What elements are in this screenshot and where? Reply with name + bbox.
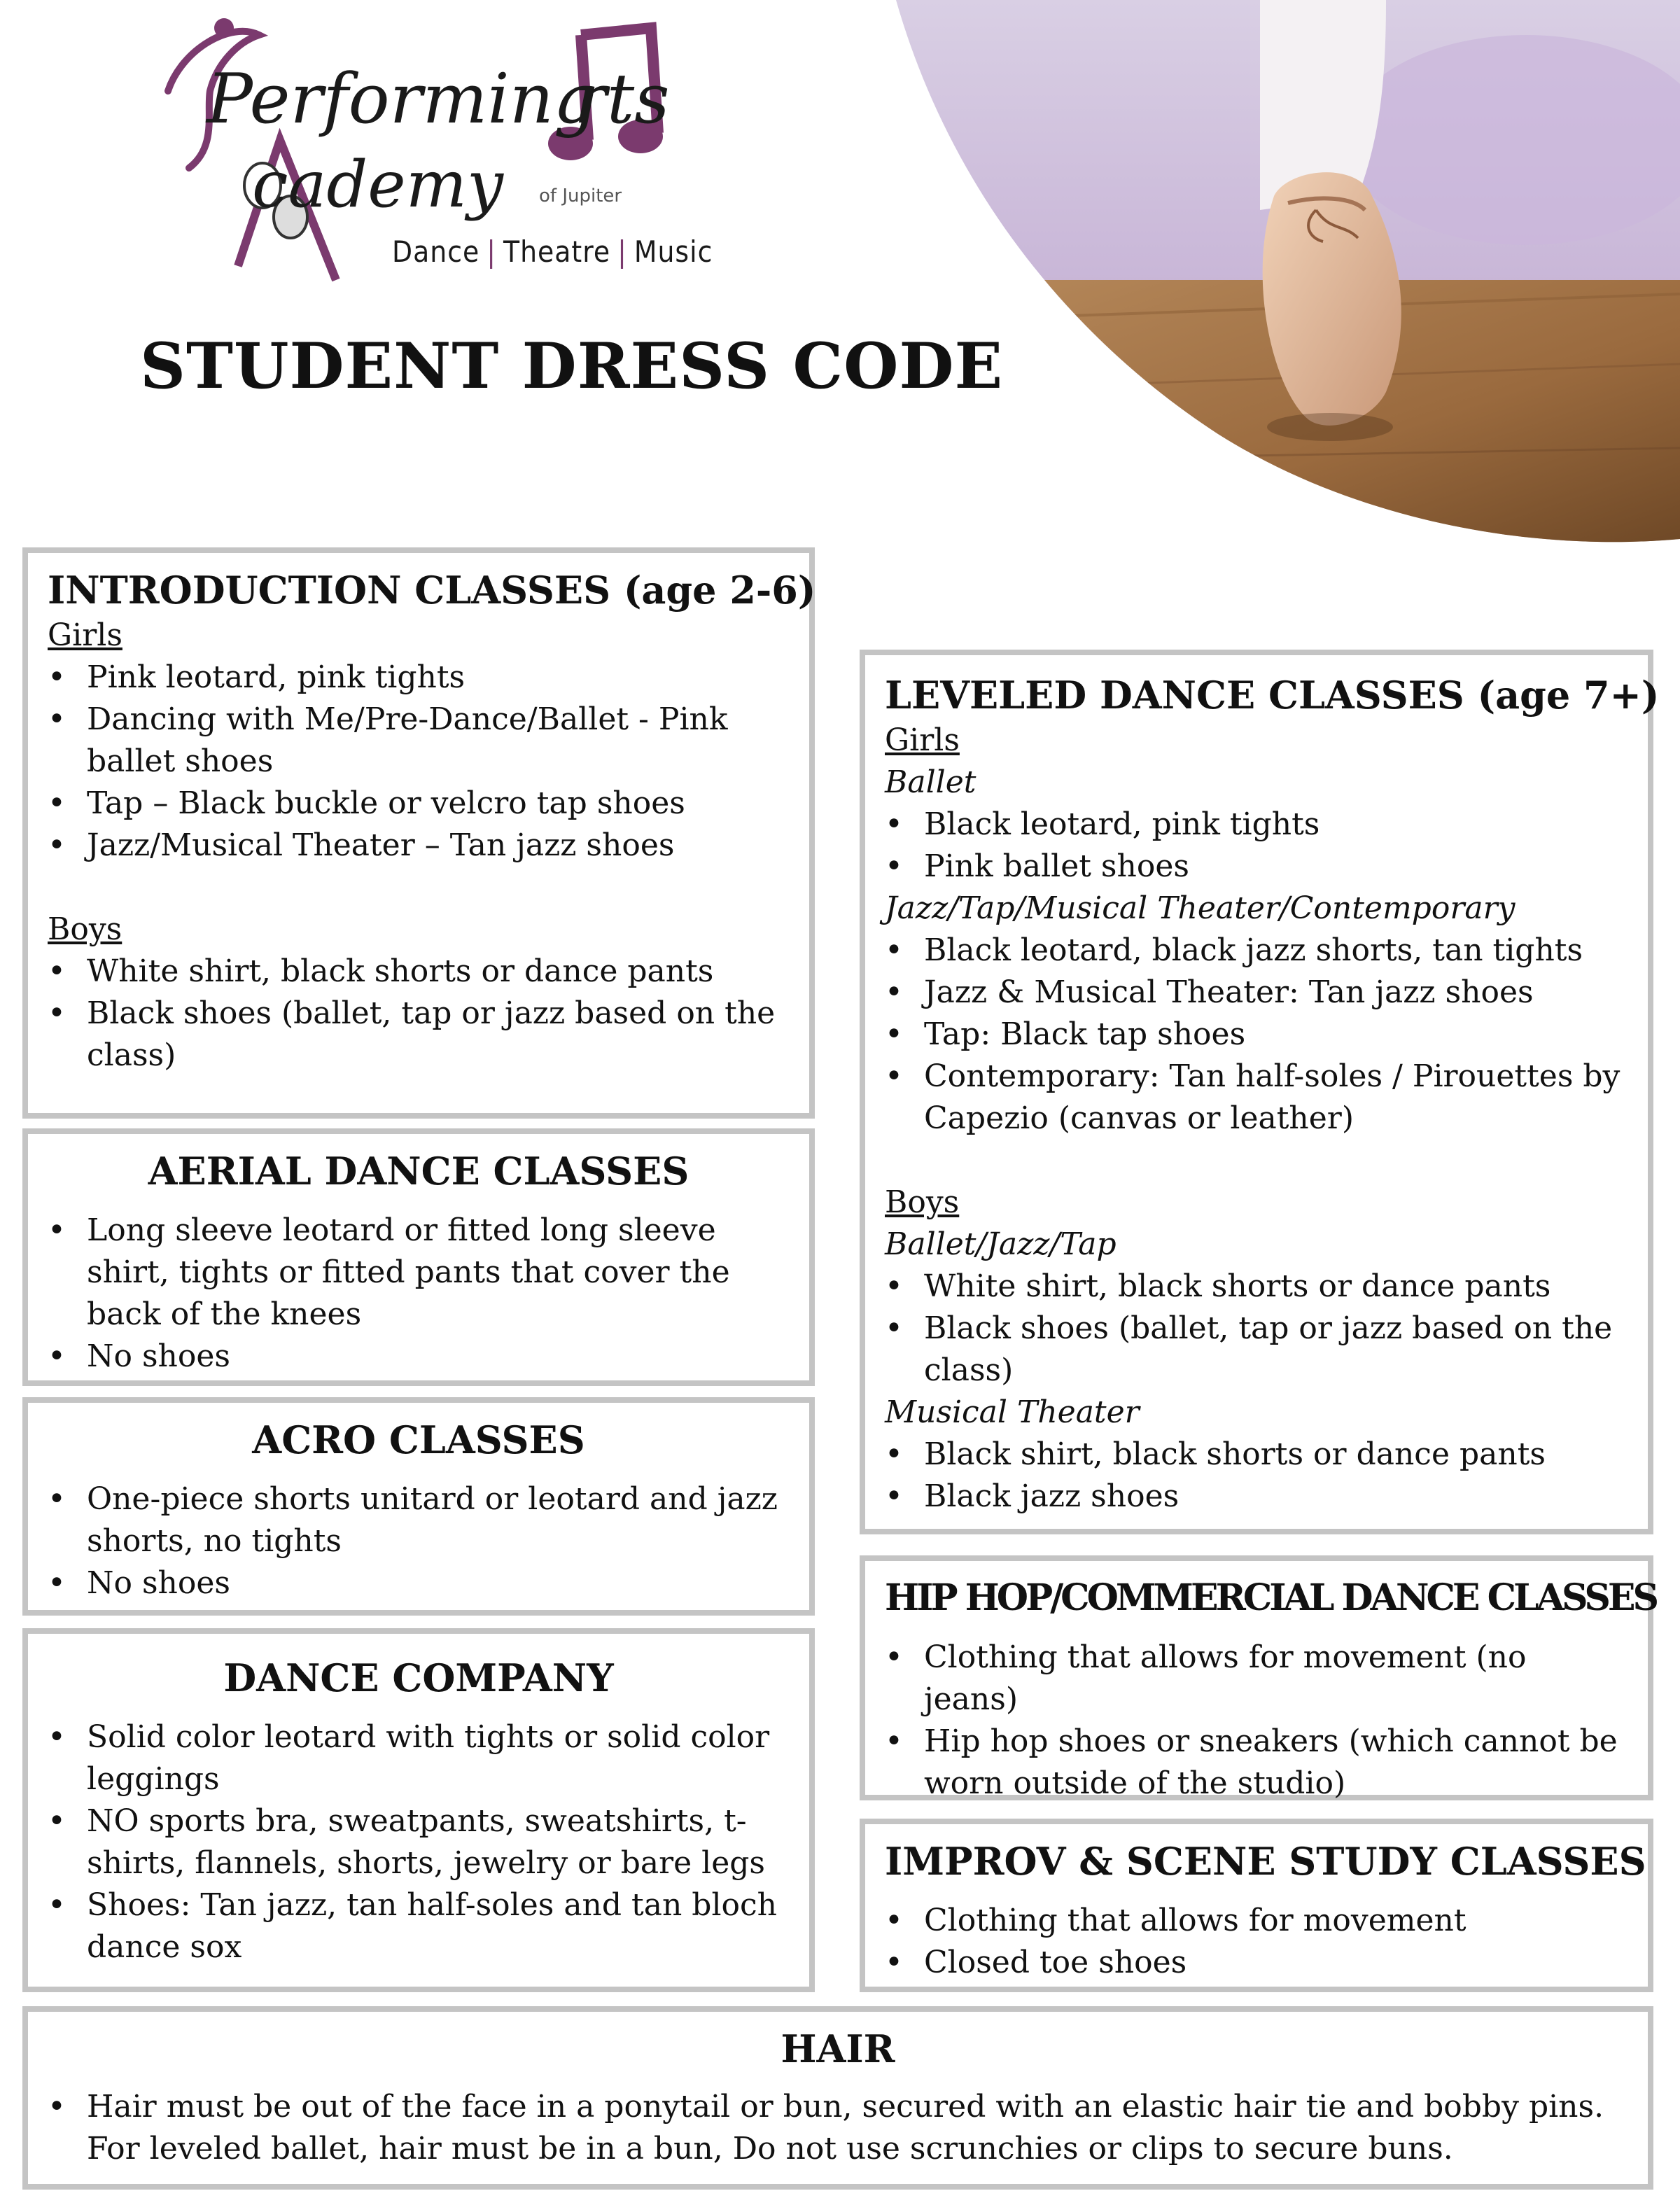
logo-performing: Performing [206,59,598,139]
improv-classes-box [860,1819,1653,1992]
list-item: • Hair must be out of the face in a ponytail or bun, secured with an elastic hair tie and bobby pins. For leveled ballet, hair must be in a bun, Do not use scrunchies or clips to secure buns. [48,2086,1628,2170]
list-item: • One-piece shorts unitard or leotard and jazz shorts, no tights [48,1478,790,1562]
list-item: • Hip hop shoes or sneakers (which cannot be worn outside of the studio) [885,1721,1628,1805]
intro-girls-list [48,657,790,867]
logo-disciplines: Dance | Theatre | Music [392,234,713,269]
leveled-classes-box [860,650,1660,1534]
dance-company-box [22,1628,815,1992]
list-item: • NO sports bra, sweatpants, sweatshirts, t-shirts, flannels, shorts, jewelry or bare legs [48,1800,790,1884]
hair-box [22,2006,1653,2190]
leveled-boys-mt-label: Musical Theater [885,1394,1140,1430]
leveled-girls-label: Girls [885,722,960,758]
list-item: • Black leotard, black jazz shorts, tan tights [885,930,1628,972]
hiphop-list [885,1637,1628,1805]
leveled-ballet-list [885,804,1628,888]
list-item: • Solid color leotard with tights or solid color leggings [48,1716,790,1800]
page-title: STUDENT DRESS CODE [140,329,1004,403]
intro-classes-box [22,547,815,1119]
ballet-shoe-photo [896,0,1680,546]
leveled-heading: LEVELED DANCE CLASSES (age 7+) [885,673,1660,718]
list-item: • Pink leotard, pink tights [48,657,790,699]
list-item: • Clothing that allows for movement [885,1900,1628,1942]
list-item: • White shirt, black shorts or dance pants [48,951,790,993]
list-item: • Clothing that allows for movement (no jeans) [885,1637,1628,1721]
aerial-list [48,1210,790,1378]
list-item: • Shoes: Tan jazz, tan half-soles and tan bloch dance sox [48,1884,790,1968]
hiphop-classes-box [860,1555,1657,1801]
hair-heading: HAIR [780,2026,895,2071]
logo-music: Music [634,234,713,269]
improv-list [885,1900,1628,1984]
list-item: • Black shoes (ballet, tap or jazz based on the class) [885,1308,1628,1392]
hiphop-heading: HIP HOP/COMMERCIAL DANCE CLASSES [885,1576,1657,1619]
leveled-boys-ballet-label: Ballet/Jazz/Tap [885,1226,1116,1262]
leveled-jazz-list [885,930,1628,1140]
intro-girls-label: Girls [48,617,122,653]
logo-arts: rts [574,59,670,139]
intro-boys-label: Boys [48,911,122,947]
list-item: • Black shoes (ballet, tap or jazz based on the class) [48,993,790,1077]
list-item: • Black leotard, pink tights [885,804,1628,846]
logo-theatre: Theatre [503,234,611,269]
list-item: • Black jazz shoes [885,1476,1628,1518]
leveled-boys-mt-list [885,1434,1628,1518]
list-item: • No shoes [48,1336,790,1378]
improv-heading: IMPROV & SCENE STUDY CLASSES [885,1839,1646,1884]
list-item: • Long sleeve leotard or fitted long sleeve shirt, tights or fitted pants that cover the back of the knees [48,1210,790,1336]
acro-heading: ACRO CLASSES [252,1418,585,1462]
company-heading: DANCE COMPANY [223,1656,614,1700]
leveled-jazz-label: Jazz/Tap/Musical Theater/Contemporary [885,890,1516,926]
company-list [48,1716,790,1968]
list-item: • Jazz & Musical Theater: Tan jazz shoes [885,972,1628,1014]
list-item: • Tap: Black tap shoes [885,1014,1628,1056]
aerial-classes-box [22,1128,815,1386]
list-item: • Dancing with Me/Pre-Dance/Ballet - Pink ballet shoes [48,699,790,783]
leveled-boys-label: Boys [885,1184,960,1220]
academy-logo [140,7,770,287]
list-item: • Pink ballet shoes [885,846,1628,888]
logo-dance: Dance [392,234,480,269]
list-item: • Tap – Black buckle or velcro tap shoes [48,783,790,825]
list-item: • White shirt, black shorts or dance pants [885,1266,1628,1308]
logo-of-jupiter: of Jupiter [539,186,622,206]
list-item: • Closed toe shoes [885,1942,1628,1984]
leveled-boys-ballet-list [885,1266,1628,1392]
aerial-heading: AERIAL DANCE CLASSES [148,1149,690,1194]
logo-academy: cademy [252,147,503,222]
acro-classes-box [22,1397,815,1616]
list-item: • Contemporary: Tan half-soles / Pirouettes by Capezio (canvas or leather) [885,1056,1628,1140]
intro-heading: INTRODUCTION CLASSES (age 2-6) [48,568,816,612]
list-item: • Black shirt, black shorts or dance pants [885,1434,1628,1476]
hair-list [48,2086,1628,2170]
list-item: • Jazz/Musical Theater – Tan jazz shoes [48,825,790,867]
acro-list [48,1478,790,1604]
intro-boys-list [48,951,790,1077]
list-item: • No shoes [48,1562,790,1604]
leveled-ballet-label: Ballet [885,764,976,800]
